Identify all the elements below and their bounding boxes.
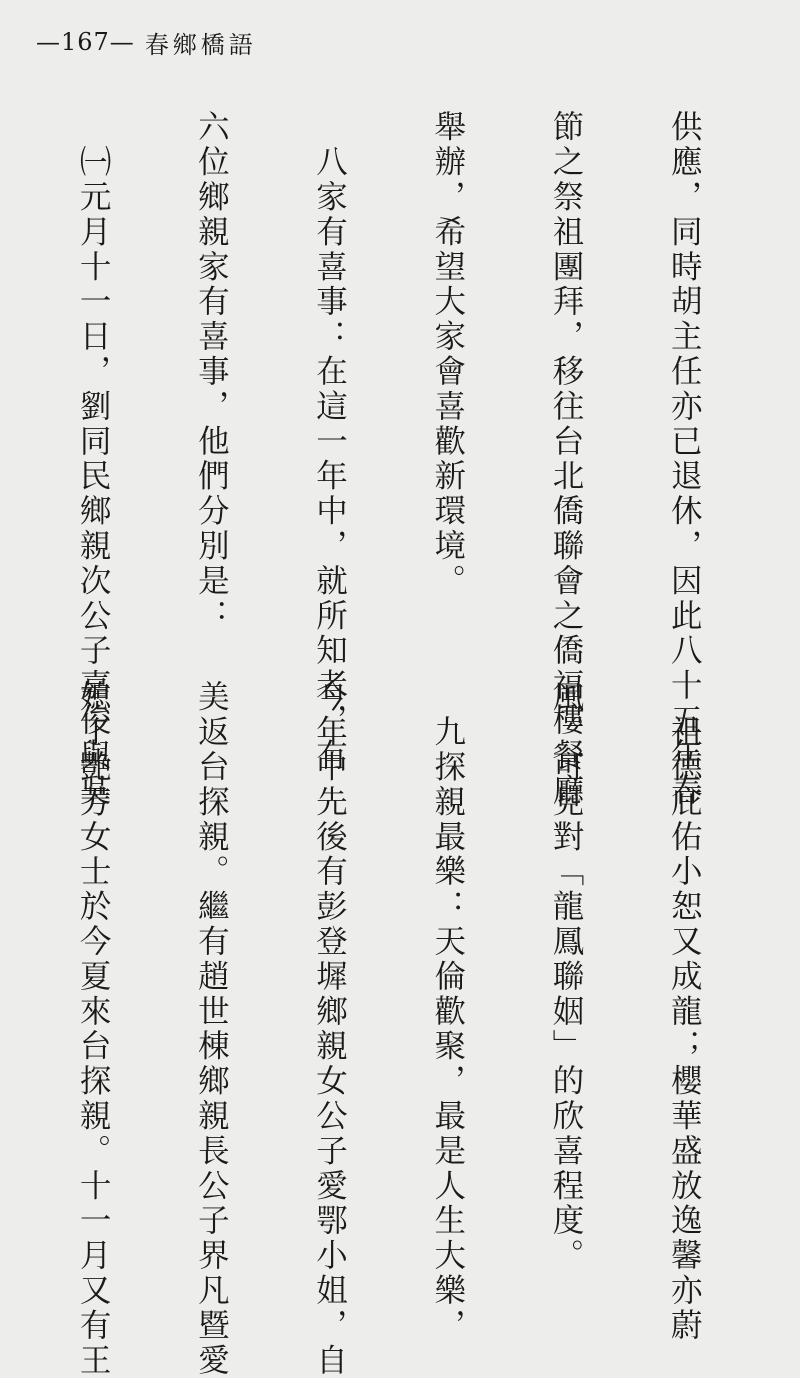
text-line: 舉辦，希望大家會喜歡新環境。 [429, 110, 466, 599]
section-heading-line: 九探親最樂：天倫歡聚，最是人生大樂， [429, 680, 466, 1344]
book-title: 春鄉橋語 [144, 30, 257, 59]
page-header [36, 22, 257, 62]
text-line: 六位鄉親家有喜事，他們分別是： [193, 110, 230, 634]
page-number: —167— [36, 28, 135, 56]
text-line: 供應，同時胡主任亦已退休，因此八十五年春 [666, 110, 703, 808]
text-line: 美返台探親。繼有趙世棟鄉親長公子界凡暨愛 [193, 680, 230, 1378]
text-line: 風。可見對「龍鳳聯姻」的欣喜程度。 [547, 680, 584, 1274]
text-line: 八家有喜事：在這一年中，就所知者，有 [311, 110, 348, 774]
upper-text-block [42, 110, 782, 808]
text-line: 節之祭祖團拜，移往台北僑聯會之僑福樓餐廳 [547, 110, 584, 808]
list-item: ㈠元月十一日，劉同民鄉親次公子嘉俊與吳 [75, 110, 112, 808]
lower-text-block [42, 680, 782, 1378]
couplet-line: 祖德庇佑小恕又成龍；櫻華盛放逸馨亦蔚 [666, 680, 703, 1344]
text-line: 媳丁艷芳女士於今夏來台探親。十一月又有王 [75, 680, 112, 1378]
text-line: 今年中先後有彭登墀鄉親女公子愛鄂小姐，自 [311, 680, 348, 1378]
